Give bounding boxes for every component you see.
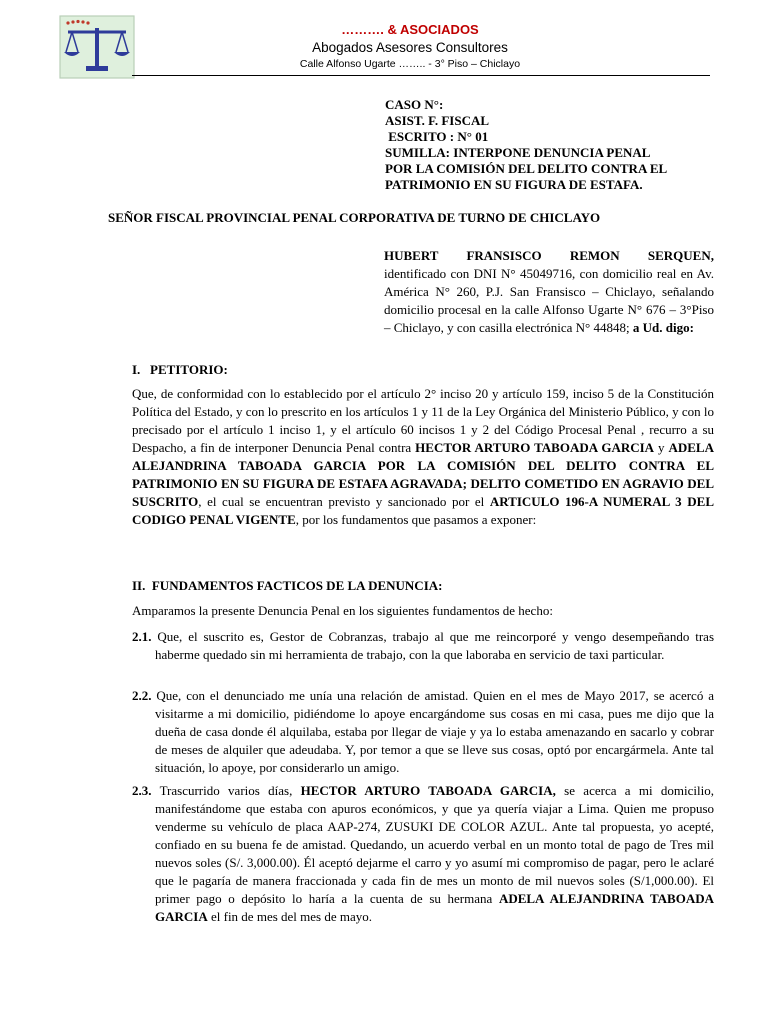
firm-address: Calle Alfonso Ugarte …….. - 3° Piso – Chiclayo <box>299 58 521 70</box>
text-run: , por los fundamentos que pasamos a exponer: <box>295 512 537 527</box>
text-run: y <box>654 440 669 455</box>
case-line: SUMILLA: INTERPONE DENUNCIA PENAL <box>385 145 651 160</box>
case-line: POR LA COMISIÓN DEL DELITO CONTRA EL <box>385 161 668 176</box>
text-run-bold: ADELA ALEJANDRINA TABOADA GARCIA POR LA COMISIÓN DEL DELITO CONTRA EL PATRIMONIO EN SU FIGURA DE ESTAFA AGRAVADA; DELITO COMETIDO EN AGRAVIO DEL SUSCRITO <box>132 440 714 509</box>
fundamentos-intro: Amparamos la presente Denuncia Penal en los siguientes fundamentos de hecho: <box>132 603 553 618</box>
case-line: ESCRITO : N° 01 <box>385 129 489 144</box>
case-block <box>385 97 715 193</box>
petitorio-paragraph <box>132 385 714 529</box>
intro-closing: a Ud. digo: <box>632 320 694 335</box>
item-text: Que, con el denunciado me unía una relación de amistad. Quien en el mes de Mayo 2017, se acercó a visitarme a mi domicilio, pidiéndome lo apoye encargándome sus cosas en mi casa, pues me dijo que la dueña de casa donde él alquilaba, estaba por llegar de viaje y ya lo estaba amenazando en sacarlo y cobrar de meses de alquiler que adeudaba. Y, por temor a que se lleve sus cosas, optó por encargármela. Ante tal situación, lo apoye, por considerarlo un amigo. <box>151 688 714 775</box>
firm-name: ………. & ASOCIADOS <box>341 22 479 37</box>
case-line: PATRIMONIO EN SU FIGURA DE ESTAFA. <box>385 177 643 192</box>
case-line: CASO N°: <box>385 97 444 112</box>
intro-paragraph <box>384 247 714 337</box>
item-text-bold: HECTOR ARTURO TABOADA GARCIA, <box>300 783 556 798</box>
list-item <box>132 687 714 777</box>
text-run: , el cual se encuentran previsto y sancionado por el <box>198 494 490 509</box>
item-number: 2.3. <box>132 783 152 798</box>
case-line: ASIST. F. FISCAL <box>385 113 490 128</box>
item-text: Que, el suscrito es, Gestor de Cobranzas, trabajo al que me reincorporé y vengo desempeñando tras haberme quedado sin mi herramienta de trabajo, con la que laboraba en servicio de taxi particular. <box>151 629 714 662</box>
item-text: se acerca a mi domicilio, manifestándome que estaba con apuros económicos, y que ya quería viajar a Lima. Quien me propuso venderme su vehículo de placa AAP-274, ZUSUKI DE COLOR AZUL. Ante tal propuesta, yo acepté, confiado en su buena fe de amistad. Quedando, un acuerdo verbal en un monto total de pago de Tres mil nuevos soles (S/. 3,000.00). Él aceptó dejarme el carro y yo asumí mi compromiso de pagar, pero le aclaré que le pagaría de manera fraccionada y cada fin de mes un monto de mil nuevos soles (S/1,000.00). El primer pago o depósito lo haría a la cuenta de su hermana <box>155 783 714 906</box>
complainant-name: HUBERT FRANSISCO REMON SERQUEN, <box>384 248 714 263</box>
item-text-bold: ADELA ALEJANDRINA TABOADA GARCIA <box>155 891 715 924</box>
header-divider <box>132 75 710 76</box>
section-title-fundamentos: II. FUNDAMENTOS FACTICOS DE LA DENUNCIA: <box>132 578 443 593</box>
list-item <box>132 628 714 664</box>
text-run-bold: HECTOR ARTURO TABOADA GARCIA <box>415 440 655 455</box>
item-number: 2.1. <box>132 629 152 644</box>
scales-of-justice-logo-icon <box>58 14 136 80</box>
intro-body: identificado con DNI N° 45049716, con domicilio real en Av. América N° 260, P.J. San Fransisco – Chiclayo, señalando domicilio procesal en la calle Alfonso Ugarte N° 676 – 3°Piso – Chiclayo, y con casilla electrónica N° 44848; <box>384 266 714 335</box>
text-run-bold: ARTICULO 196-A NUMERAL 3 DEL CODIGO PENAL VIGENTE <box>132 494 714 527</box>
firm-role: Abogados Asesores Consultores <box>312 40 508 55</box>
item-number: 2.2. <box>132 688 152 703</box>
section-title-petitorio: I. PETITORIO: <box>132 362 228 377</box>
addressee: SEÑOR FISCAL PROVINCIAL PENAL CORPORATIVA DE TURNO DE CHICLAYO <box>108 210 601 225</box>
item-text: Trascurrido varios días, <box>151 783 301 798</box>
text-run: Que, de conformidad con lo establecido por el artículo 2° inciso 20 y artículo 159, inciso 5 de la Constitución Política del Estado, y con lo prescrito en los artículos 1 y 11 de la Ley Orgánica del Ministerio Público, y con lo precisado por el artículo 1 inciso 1, y el artículo 60 incisos 1 y 2 del Código Procesal Penal , recurro a su Despacho, a fin de interponer Denuncia Penal contra <box>132 386 714 455</box>
list-item <box>132 782 714 926</box>
item-text: el fin de mes del mes de mayo. <box>207 909 372 924</box>
